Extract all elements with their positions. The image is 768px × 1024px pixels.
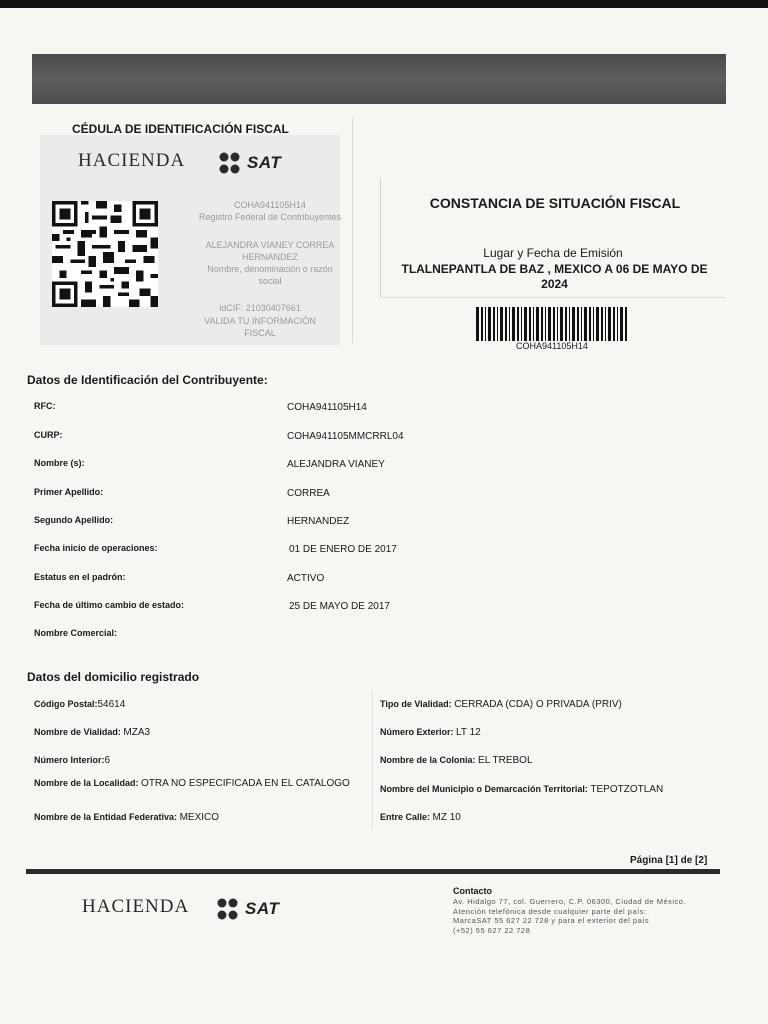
- header-gray-bar: [32, 54, 726, 104]
- contact-line-3: MarcaSAT 55 627 22 728 y para el exterior del país: [453, 916, 650, 925]
- footer-hacienda-logo: HACIENDA: [82, 896, 190, 917]
- top-black-band: [0, 0, 768, 8]
- rfc-label: RFC:: [34, 401, 56, 411]
- codigo-postal-label: Código Postal:: [34, 699, 98, 709]
- colonia-label: Nombre de la Colonia:: [380, 755, 476, 765]
- curp-value: COHA941105MMCRRL04: [287, 431, 404, 442]
- primer-apellido-label: Primer Apellido:: [34, 487, 104, 497]
- tipo-vialidad: [380, 699, 622, 710]
- contact-title: Contacto: [453, 886, 492, 896]
- footer-sat-text: SAT: [245, 899, 280, 918]
- pagina-label: Página: [630, 855, 663, 866]
- colonia-value: EL TREBOL: [478, 755, 533, 766]
- segundo-apellido-value: HERNANDEZ: [287, 516, 350, 527]
- nombre-vialidad-value: MZA3: [123, 727, 151, 738]
- lugar-fecha-label: Lugar y Fecha de Emisión: [483, 246, 623, 260]
- identificacion-title: Datos de Identificación del Contribuyente:: [27, 373, 268, 387]
- name-faint-1: ALEJANDRA VIANEY CORREA: [205, 240, 335, 250]
- page-indicator: [630, 855, 707, 866]
- numero-exterior-value: LT 12: [456, 727, 481, 738]
- fecha-cambio-label: Fecha de último cambio de estado:: [34, 600, 185, 610]
- sat-text: SAT: [247, 153, 282, 172]
- name-faint-2: HERNANDEZ: [241, 252, 298, 262]
- entre-calle: [380, 812, 461, 823]
- codigo-postal: [34, 699, 125, 710]
- nombre-vialidad: [34, 727, 150, 738]
- rfc-faint: COHA941105H14: [234, 200, 306, 210]
- localidad-label: Nombre de la Localidad:: [34, 778, 139, 788]
- sat-logo: [218, 152, 281, 174]
- entidad-label: Nombre de la Entidad Federativa:: [34, 812, 178, 822]
- entidad-value: MEXICO: [179, 812, 220, 823]
- lugar-fecha-line-2: 2024: [541, 277, 568, 291]
- cedula-title: CÉDULA DE IDENTIFICACIÓN FISCAL: [72, 122, 289, 136]
- pagina-current: [1]: [665, 855, 678, 866]
- codigo-postal-value: 54614: [97, 699, 126, 710]
- localidad: [34, 778, 364, 789]
- lugar-fecha-value: [383, 262, 726, 292]
- sat-dots-icon: [218, 152, 244, 174]
- domicilio-title: Datos del domicilio registrado: [27, 670, 200, 684]
- valida-faint-2: FISCAL: [244, 328, 276, 338]
- contact-line-4: (+52) 55 627 22 728: [453, 925, 531, 935]
- municipio: [380, 784, 663, 795]
- contact-line-1: Av. Hidalgo 77, col. Guerrero, C.P. 06300, Ciudad de México.: [453, 897, 687, 906]
- numero-exterior-label: Número Exterior:: [380, 727, 454, 737]
- qr-code-icon: [52, 200, 158, 308]
- fecha-cambio-value: 25 DE MAYO DE 2017: [289, 601, 390, 612]
- entre-calle-label: Entre Calle:: [380, 812, 431, 822]
- rfc-value: COHA941105H14: [287, 402, 367, 413]
- footer-line: [26, 869, 720, 874]
- numero-interior-label: Número Interior:: [34, 755, 105, 765]
- nombre-vialidad-label: Nombre de Vialidad:: [34, 727, 121, 737]
- nombre-label: Nombre (s):: [34, 458, 85, 468]
- valida-faint-1: VALIDA TU INFORMACIÓN: [204, 316, 316, 326]
- municipio-value: TEPOTZOTLAN: [590, 784, 664, 795]
- pagina-de: de: [680, 855, 693, 866]
- entre-calle-value: MZ 10: [432, 812, 461, 823]
- name-faint-4: social: [258, 276, 282, 286]
- estatus-label: Estatus en el padrón:: [34, 572, 126, 582]
- idcif-faint: idCIF: 21030407661: [219, 303, 301, 313]
- constancia-title: CONSTANCIA DE SITUACIÓN FISCAL: [429, 195, 681, 211]
- primer-apellido-value: CORREA: [287, 488, 330, 499]
- divider: [352, 118, 353, 343]
- segundo-apellido-label: Segundo Apellido:: [34, 515, 114, 525]
- tipo-vialidad-value: CERRADA (CDA) O PRIVADA (PRIV): [454, 699, 622, 710]
- lugar-fecha-line-1: TLALNEPANTLA DE BAZ , MEXICO A 06 DE MAYO DE: [401, 262, 708, 276]
- municipio-label: Nombre del Municipio o Demarcación Territorial:: [380, 784, 588, 794]
- numero-interior: [34, 755, 110, 766]
- curp-label: CURP:: [34, 430, 63, 440]
- colonia: [380, 755, 533, 766]
- fecha-inicio-value: 01 DE ENERO DE 2017: [289, 544, 397, 555]
- numero-exterior: [380, 727, 481, 738]
- hacienda-logo: HACIENDA: [78, 150, 186, 171]
- domicilio-divider: [372, 690, 373, 830]
- nombre-comercial-label: Nombre Comercial:: [34, 628, 118, 638]
- estatus-value: ACTIVO: [287, 573, 325, 584]
- tipo-vialidad-label: Tipo de Vialidad:: [380, 699, 452, 709]
- entidad: [34, 812, 219, 823]
- barcode-text: COHA941105H14: [516, 341, 588, 351]
- footer-sat-logo: [216, 898, 279, 920]
- pagina-total: [2]: [695, 855, 708, 866]
- barcode-icon: [476, 307, 628, 341]
- localidad-value: OTRA NO ESPECIFICADA EN EL CATALOGO: [141, 778, 350, 789]
- contact-text: [453, 897, 723, 935]
- registro-faint: Registro Federal de Contribuyentes: [198, 212, 342, 222]
- nombre-value: ALEJANDRA VIANEY: [287, 459, 385, 470]
- name-faint-3: Nombre, denominación o razón: [207, 264, 333, 274]
- numero-interior-value: 6: [104, 755, 111, 766]
- contact-line-2: Atención telefónica desde cualquier parte del país:: [453, 906, 647, 916]
- footer-sat-dots-icon: [216, 898, 242, 920]
- fecha-inicio-label: Fecha inicio de operaciones:: [34, 543, 158, 553]
